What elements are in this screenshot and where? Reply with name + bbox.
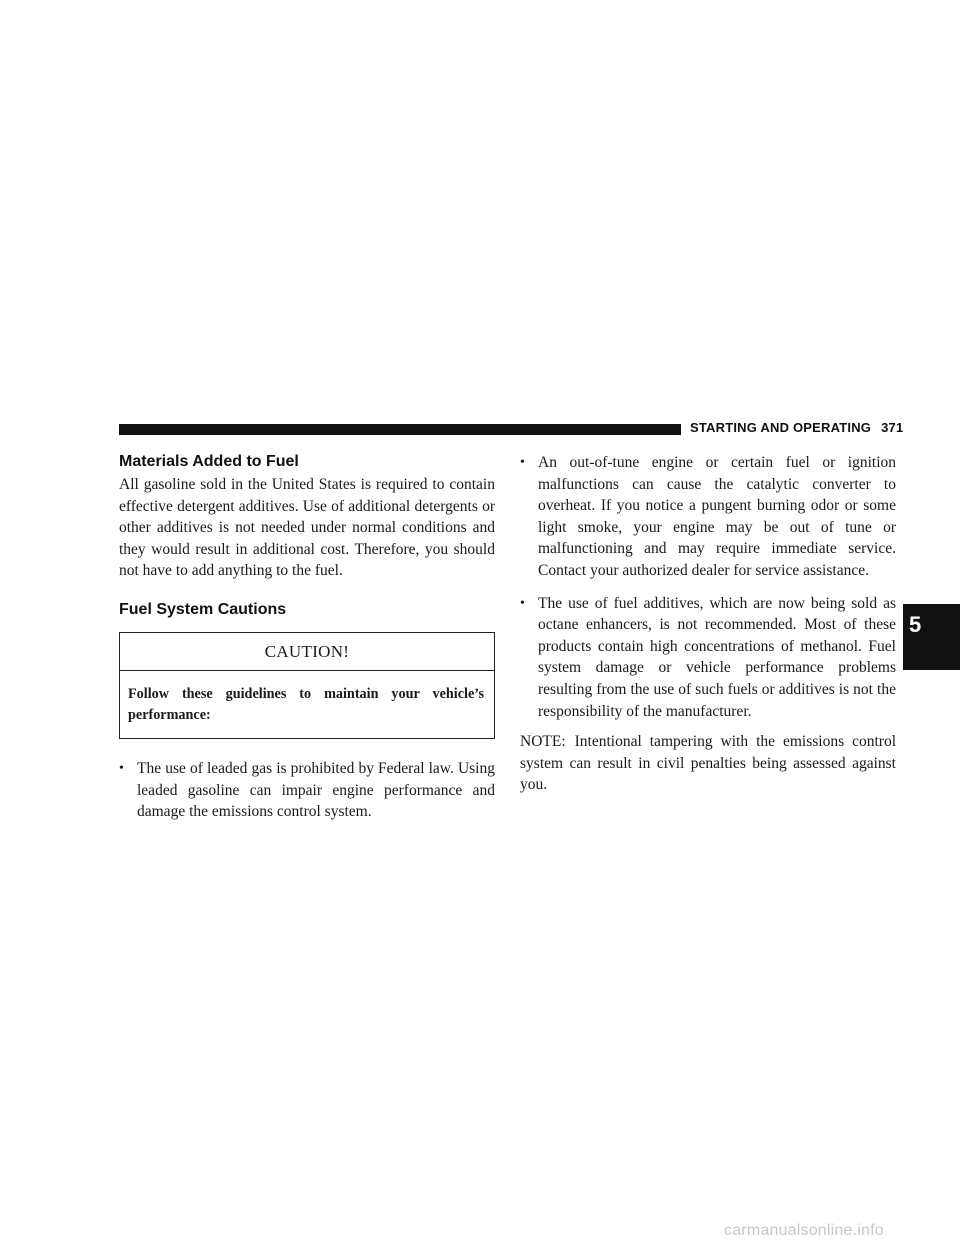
heading-materials-added-to-fuel: Materials Added to Fuel	[119, 453, 299, 470]
chapter-number: 5	[909, 612, 922, 637]
bullet-icon: •	[520, 595, 525, 611]
list-item	[119, 758, 495, 823]
paragraph-materials: All gasoline sold in the United States is required to contain effective detergent additives. Use of additional detergents or other additives is not needed under normal conditions and they would result in additional cost. Therefore, you should not have to add anything to the fuel.	[119, 476, 495, 580]
header-rule	[119, 424, 681, 435]
section-title: STARTING AND OPERATING	[690, 420, 872, 435]
list-item-text: The use of fuel additives, which are now being sold as octane enhancers, is not recommended. Most of these products contain high concentrations of methanol. Fuel system damage or vehicle performance problems resulting from the use of such fuels or additives is not the responsibility of the manufacturer.	[538, 594, 896, 720]
watermark: carmanualsonline.info	[724, 1222, 884, 1239]
bullet-icon: •	[119, 760, 124, 776]
caution-body: Follow these guidelines to maintain your vehicle’s performance:	[128, 685, 484, 723]
note-text: Intentional tampering with the emissions control system can result in civil penalties being assessed against you.	[520, 733, 896, 794]
left-bullet-list	[119, 758, 495, 823]
note-label: NOTE:	[520, 733, 566, 751]
left-column	[119, 452, 495, 823]
note-paragraph	[520, 731, 896, 796]
running-header	[690, 420, 903, 435]
right-column	[520, 452, 896, 796]
list-item	[520, 593, 896, 723]
list-item-text: An out-of-tune engine or certain fuel or ignition malfunctions can cause the catalytic converter to overheat. If you notice a pungent burning odor or some light smoke, your engine may be out of tune or malfunctioning and may require immediate service. Contact your authorized dealer for service assistance.	[538, 454, 896, 579]
caution-title: CAUTION!	[120, 633, 494, 671]
chapter-tab	[903, 604, 960, 670]
bullet-icon: •	[520, 455, 525, 470]
list-item	[520, 452, 896, 582]
list-item-text: The use of leaded gas is prohibited by Federal law. Using leaded gasoline can impair engine performance and damage the emissions control system.	[137, 759, 495, 821]
right-bullet-list	[520, 452, 896, 722]
heading-fuel-system-cautions: Fuel System Cautions	[119, 600, 287, 618]
page-number: 371	[881, 420, 904, 435]
caution-box	[119, 632, 495, 739]
